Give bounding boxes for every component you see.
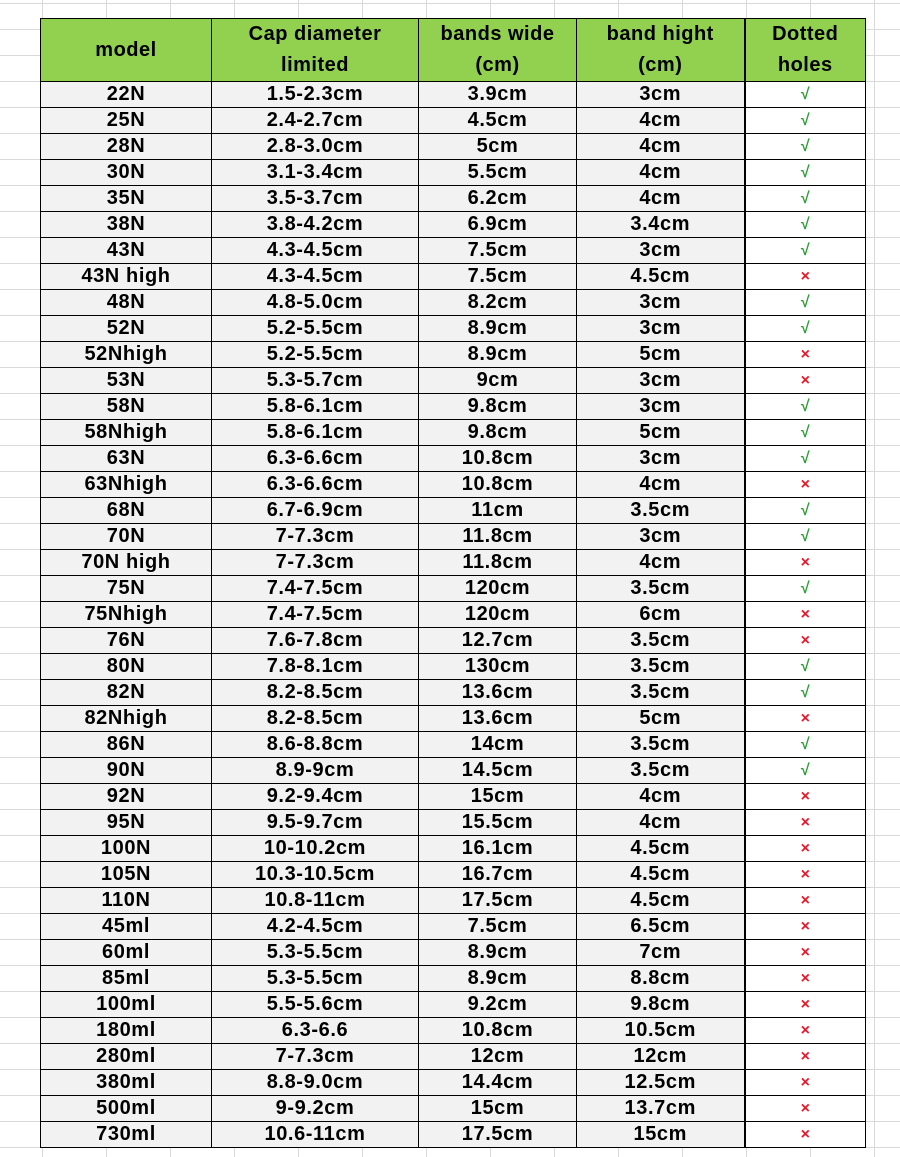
band-hight-cell: 4cm (577, 550, 745, 576)
bands-wide-cell: 12cm (419, 1044, 577, 1070)
bands-wide-cell: 11cm (419, 498, 577, 524)
band-hight-cell: 5cm (577, 342, 745, 368)
cap-diameter-cell: 9.2-9.4cm (212, 784, 419, 810)
model-cell: 30N (41, 160, 212, 186)
cap-diameter-cell: 5.3-5.7cm (212, 368, 419, 394)
cross-icon: × (745, 1070, 866, 1096)
band-hight-cell: 3cm (577, 316, 745, 342)
header-bands-wide: bands wide (cm) (419, 19, 577, 82)
bands-wide-cell: 8.9cm (419, 940, 577, 966)
table-row (41, 1122, 866, 1148)
bands-wide-cell: 6.2cm (419, 186, 577, 212)
cross-icon: × (745, 1018, 866, 1044)
model-cell: 500ml (41, 1096, 212, 1122)
table-row (41, 654, 866, 680)
bands-wide-cell: 7.5cm (419, 264, 577, 290)
table-row (41, 966, 866, 992)
bands-wide-cell: 12.7cm (419, 628, 577, 654)
cap-diameter-cell: 5.8-6.1cm (212, 420, 419, 446)
cap-diameter-cell: 9.5-9.7cm (212, 810, 419, 836)
bands-wide-cell: 16.7cm (419, 862, 577, 888)
cap-diameter-cell: 8.6-8.8cm (212, 732, 419, 758)
model-cell: 105N (41, 862, 212, 888)
table-row (41, 862, 866, 888)
bands-wide-cell: 9.8cm (419, 394, 577, 420)
cap-diameter-cell: 6.3-6.6cm (212, 446, 419, 472)
model-cell: 75Nhigh (41, 602, 212, 628)
band-hight-cell: 3.5cm (577, 732, 745, 758)
band-hight-cell: 3.4cm (577, 212, 745, 238)
model-cell: 58Nhigh (41, 420, 212, 446)
bands-wide-cell: 8.9cm (419, 342, 577, 368)
cross-icon: × (745, 940, 866, 966)
table-row (41, 108, 866, 134)
band-hight-cell: 4cm (577, 134, 745, 160)
bands-wide-cell: 120cm (419, 576, 577, 602)
cross-icon: × (745, 628, 866, 654)
checkmark-icon: √ (745, 134, 866, 160)
band-hight-cell: 4cm (577, 472, 745, 498)
band-hight-cell: 3cm (577, 238, 745, 264)
checkmark-icon: √ (745, 394, 866, 420)
band-hight-cell: 3cm (577, 446, 745, 472)
model-cell: 52Nhigh (41, 342, 212, 368)
table-row (41, 420, 866, 446)
bands-wide-cell: 6.9cm (419, 212, 577, 238)
band-hight-cell: 3cm (577, 290, 745, 316)
band-hight-cell: 4.5cm (577, 264, 745, 290)
table-body (41, 82, 866, 1148)
cap-diameter-cell: 9-9.2cm (212, 1096, 419, 1122)
band-hight-cell: 13.7cm (577, 1096, 745, 1122)
cap-diameter-cell: 2.4-2.7cm (212, 108, 419, 134)
cap-diameter-cell: 6.7-6.9cm (212, 498, 419, 524)
cross-icon: × (745, 888, 866, 914)
checkmark-icon: √ (745, 290, 866, 316)
band-hight-cell: 10.5cm (577, 1018, 745, 1044)
bands-wide-cell: 10.8cm (419, 472, 577, 498)
model-cell: 45ml (41, 914, 212, 940)
table-row (41, 82, 866, 108)
cap-diameter-cell: 5.8-6.1cm (212, 394, 419, 420)
model-cell: 280ml (41, 1044, 212, 1070)
table-row (41, 446, 866, 472)
cap-diameter-cell: 6.3-6.6 (212, 1018, 419, 1044)
bands-wide-cell: 9.2cm (419, 992, 577, 1018)
bands-wide-cell: 8.9cm (419, 966, 577, 992)
cap-diameter-cell: 7-7.3cm (212, 1044, 419, 1070)
model-cell: 60ml (41, 940, 212, 966)
model-cell: 52N (41, 316, 212, 342)
model-cell: 63Nhigh (41, 472, 212, 498)
model-cell: 58N (41, 394, 212, 420)
model-cell: 82Nhigh (41, 706, 212, 732)
cap-diameter-cell: 10.8-11cm (212, 888, 419, 914)
cap-diameter-cell: 7.4-7.5cm (212, 602, 419, 628)
table-row (41, 212, 866, 238)
table-row (41, 914, 866, 940)
band-hight-cell: 12.5cm (577, 1070, 745, 1096)
table-row (41, 186, 866, 212)
checkmark-icon: √ (745, 498, 866, 524)
cross-icon: × (745, 342, 866, 368)
band-hight-cell: 4cm (577, 186, 745, 212)
table-row (41, 576, 866, 602)
bands-wide-cell: 120cm (419, 602, 577, 628)
table-row (41, 628, 866, 654)
header-cap-diameter: Cap diameter limited (212, 19, 419, 82)
table-row (41, 238, 866, 264)
model-cell: 82N (41, 680, 212, 706)
bands-wide-cell: 11.8cm (419, 550, 577, 576)
checkmark-icon: √ (745, 732, 866, 758)
band-hight-cell: 6cm (577, 602, 745, 628)
band-hight-cell: 3.5cm (577, 758, 745, 784)
table-row (41, 1044, 866, 1070)
table-row (41, 316, 866, 342)
cap-diameter-cell: 7.8-8.1cm (212, 654, 419, 680)
table-row (41, 784, 866, 810)
cross-icon: × (745, 472, 866, 498)
bands-wide-cell: 15.5cm (419, 810, 577, 836)
cross-icon: × (745, 836, 866, 862)
table-row (41, 1018, 866, 1044)
cross-icon: × (745, 602, 866, 628)
table-row (41, 342, 866, 368)
cross-icon: × (745, 706, 866, 732)
model-cell: 75N (41, 576, 212, 602)
model-cell: 22N (41, 82, 212, 108)
cap-diameter-cell: 7.6-7.8cm (212, 628, 419, 654)
cross-icon: × (745, 1122, 866, 1148)
cap-diameter-cell: 5.3-5.5cm (212, 966, 419, 992)
checkmark-icon: √ (745, 82, 866, 108)
model-cell: 43N high (41, 264, 212, 290)
cap-diameter-cell: 8.2-8.5cm (212, 706, 419, 732)
cap-diameter-cell: 5.3-5.5cm (212, 940, 419, 966)
bands-wide-cell: 7.5cm (419, 914, 577, 940)
bands-wide-cell: 15cm (419, 1096, 577, 1122)
band-hight-cell: 3cm (577, 394, 745, 420)
table-row (41, 160, 866, 186)
table-row (41, 290, 866, 316)
bands-wide-cell: 8.9cm (419, 316, 577, 342)
cap-diameter-cell: 7.4-7.5cm (212, 576, 419, 602)
cross-icon: × (745, 1044, 866, 1070)
band-hight-cell: 4.5cm (577, 862, 745, 888)
band-hight-cell: 6.5cm (577, 914, 745, 940)
cap-diameter-cell: 2.8-3.0cm (212, 134, 419, 160)
bands-wide-cell: 15cm (419, 784, 577, 810)
bands-wide-cell: 3.9cm (419, 82, 577, 108)
header-band-hight: band hight (cm) (577, 19, 745, 82)
cap-diameter-cell: 8.8-9.0cm (212, 1070, 419, 1096)
band-hight-cell: 3.5cm (577, 576, 745, 602)
model-cell: 63N (41, 446, 212, 472)
cap-diameter-cell: 4.2-4.5cm (212, 914, 419, 940)
band-hight-cell: 12cm (577, 1044, 745, 1070)
bands-wide-cell: 14.5cm (419, 758, 577, 784)
bands-wide-cell: 14.4cm (419, 1070, 577, 1096)
model-cell: 86N (41, 732, 212, 758)
model-cell: 38N (41, 212, 212, 238)
cap-diameter-cell: 8.9-9cm (212, 758, 419, 784)
band-hight-cell: 4cm (577, 784, 745, 810)
cross-icon: × (745, 862, 866, 888)
bands-wide-cell: 13.6cm (419, 680, 577, 706)
checkmark-icon: √ (745, 524, 866, 550)
checkmark-icon: √ (745, 186, 866, 212)
model-cell: 92N (41, 784, 212, 810)
checkmark-icon: √ (745, 238, 866, 264)
table-row (41, 472, 866, 498)
cap-diameter-cell: 5.2-5.5cm (212, 316, 419, 342)
cross-icon: × (745, 784, 866, 810)
band-hight-cell: 5cm (577, 420, 745, 446)
model-cell: 95N (41, 810, 212, 836)
cap-diameter-cell: 10.6-11cm (212, 1122, 419, 1148)
bands-wide-cell: 4.5cm (419, 108, 577, 134)
bands-wide-cell: 14cm (419, 732, 577, 758)
cap-diameter-cell: 4.3-4.5cm (212, 264, 419, 290)
bands-wide-cell: 5cm (419, 134, 577, 160)
band-hight-cell: 15cm (577, 1122, 745, 1148)
bands-wide-cell: 5.5cm (419, 160, 577, 186)
band-hight-cell: 4cm (577, 810, 745, 836)
band-hight-cell: 3cm (577, 524, 745, 550)
cap-diameter-cell: 4.3-4.5cm (212, 238, 419, 264)
band-hight-cell: 9.8cm (577, 992, 745, 1018)
band-hight-cell: 3.5cm (577, 498, 745, 524)
cap-diameter-cell: 4.8-5.0cm (212, 290, 419, 316)
band-hight-cell: 3.5cm (577, 628, 745, 654)
cap-diameter-cell: 8.2-8.5cm (212, 680, 419, 706)
table-row (41, 498, 866, 524)
band-hight-cell: 4.5cm (577, 836, 745, 862)
cap-diameter-cell: 3.8-4.2cm (212, 212, 419, 238)
bands-wide-cell: 130cm (419, 654, 577, 680)
table-row (41, 810, 866, 836)
band-hight-cell: 4cm (577, 160, 745, 186)
bands-wide-cell: 7.5cm (419, 238, 577, 264)
model-cell: 68N (41, 498, 212, 524)
model-cell: 730ml (41, 1122, 212, 1148)
band-hight-cell: 4cm (577, 108, 745, 134)
bands-wide-cell: 9.8cm (419, 420, 577, 446)
cap-diameter-cell: 3.5-3.7cm (212, 186, 419, 212)
cross-icon: × (745, 992, 866, 1018)
model-cell: 380ml (41, 1070, 212, 1096)
checkmark-icon: √ (745, 680, 866, 706)
table-row (41, 550, 866, 576)
model-cell: 70N high (41, 550, 212, 576)
cross-icon: × (745, 1096, 866, 1122)
checkmark-icon: √ (745, 758, 866, 784)
cap-diameter-cell: 1.5-2.3cm (212, 82, 419, 108)
band-hight-cell: 5cm (577, 706, 745, 732)
table-row (41, 706, 866, 732)
bands-wide-cell: 11.8cm (419, 524, 577, 550)
band-hight-cell: 3.5cm (577, 654, 745, 680)
bands-wide-cell: 8.2cm (419, 290, 577, 316)
model-cell: 80N (41, 654, 212, 680)
table-row (41, 1096, 866, 1122)
table-row (41, 602, 866, 628)
bands-wide-cell: 9cm (419, 368, 577, 394)
cap-band-spec-table (40, 18, 866, 1148)
checkmark-icon: √ (745, 420, 866, 446)
checkmark-icon: √ (745, 446, 866, 472)
table-row (41, 992, 866, 1018)
model-cell: 53N (41, 368, 212, 394)
model-cell: 76N (41, 628, 212, 654)
cross-icon: × (745, 368, 866, 394)
band-hight-cell: 3cm (577, 82, 745, 108)
model-cell: 85ml (41, 966, 212, 992)
model-cell: 35N (41, 186, 212, 212)
model-cell: 180ml (41, 1018, 212, 1044)
cap-diameter-cell: 3.1-3.4cm (212, 160, 419, 186)
bands-wide-cell: 16.1cm (419, 836, 577, 862)
checkmark-icon: √ (745, 316, 866, 342)
cap-diameter-cell: 7-7.3cm (212, 524, 419, 550)
table-row (41, 394, 866, 420)
model-cell: 25N (41, 108, 212, 134)
model-cell: 90N (41, 758, 212, 784)
table-row (41, 368, 866, 394)
table-row (41, 680, 866, 706)
model-cell: 48N (41, 290, 212, 316)
checkmark-icon: √ (745, 160, 866, 186)
cross-icon: × (745, 264, 866, 290)
model-cell: 70N (41, 524, 212, 550)
cross-icon: × (745, 810, 866, 836)
table-row (41, 264, 866, 290)
band-hight-cell: 3cm (577, 368, 745, 394)
model-cell: 100ml (41, 992, 212, 1018)
cap-diameter-cell: 10.3-10.5cm (212, 862, 419, 888)
table-row (41, 758, 866, 784)
model-cell: 43N (41, 238, 212, 264)
band-hight-cell: 7cm (577, 940, 745, 966)
checkmark-icon: √ (745, 654, 866, 680)
cross-icon: × (745, 914, 866, 940)
checkmark-icon: √ (745, 212, 866, 238)
band-hight-cell: 3.5cm (577, 680, 745, 706)
table-row (41, 836, 866, 862)
model-cell: 28N (41, 134, 212, 160)
cap-diameter-cell: 5.5-5.6cm (212, 992, 419, 1018)
bands-wide-cell: 10.8cm (419, 1018, 577, 1044)
table-row (41, 732, 866, 758)
bands-wide-cell: 17.5cm (419, 1122, 577, 1148)
bands-wide-cell: 13.6cm (419, 706, 577, 732)
table-row (41, 524, 866, 550)
model-cell: 100N (41, 836, 212, 862)
bands-wide-cell: 10.8cm (419, 446, 577, 472)
cap-diameter-cell: 10-10.2cm (212, 836, 419, 862)
cap-diameter-cell: 6.3-6.6cm (212, 472, 419, 498)
bands-wide-cell: 17.5cm (419, 888, 577, 914)
cross-icon: × (745, 966, 866, 992)
model-cell: 110N (41, 888, 212, 914)
checkmark-icon: √ (745, 576, 866, 602)
cap-diameter-cell: 7-7.3cm (212, 550, 419, 576)
header-row (41, 19, 866, 82)
table-row (41, 888, 866, 914)
table-row (41, 134, 866, 160)
cross-icon: × (745, 550, 866, 576)
checkmark-icon: √ (745, 108, 866, 134)
table-row (41, 1070, 866, 1096)
table-row (41, 940, 866, 966)
header-dotted-holes: Dotted holes (745, 19, 866, 82)
band-hight-cell: 8.8cm (577, 966, 745, 992)
band-hight-cell: 4.5cm (577, 888, 745, 914)
header-model: model (41, 19, 212, 82)
cap-diameter-cell: 5.2-5.5cm (212, 342, 419, 368)
